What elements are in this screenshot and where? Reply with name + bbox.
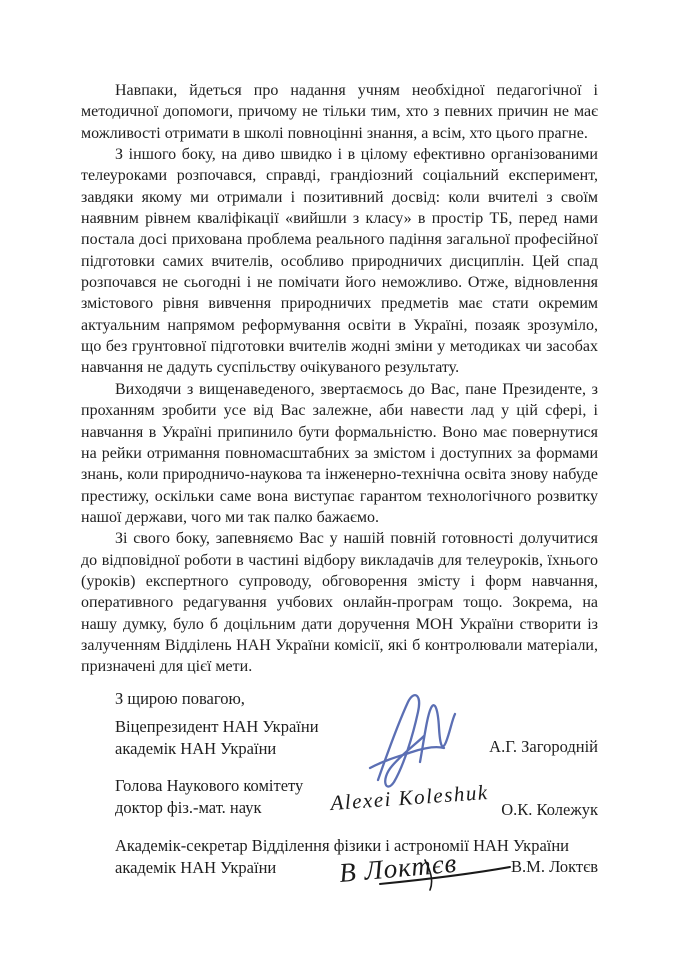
signatory-1-title xyxy=(115,716,319,760)
signatory-3-title-line-1: Академік-секретар Відділення фізики і астрономії НАН України xyxy=(115,836,570,855)
body-paragraph-1: Навпаки, йдеться про надання учням необхідної педагогічної і методичної допомоги, причому не тільки тим, хто з певних причин не має можливості отримати в школі повноцінні знання, а всім, хто цього прагне. xyxy=(81,82,598,142)
signatory-2-title-line-2: доктор фіз.-мат. наук xyxy=(115,798,262,817)
signatory-2-name: О.К. Колежук xyxy=(501,800,598,819)
signatory-3-name: В.М. Локтєв xyxy=(511,857,598,876)
signatory-1-title-line-2: академік НАН України xyxy=(115,739,277,758)
closing-salutation: З щирою повагою, xyxy=(115,689,245,708)
kolezhuk-signature-text: Alexei Koleshuk xyxy=(329,779,490,815)
signatory-1-title-line-1: Віцепрезидент НАН України xyxy=(115,717,319,736)
signatory-3-title-line-2: академік НАН України xyxy=(115,858,277,877)
body-paragraph-3: Виходячи з вищенаведеного, звертаємось до Вас, пане Президенте, з проханням зробити усе від Вас залежне, аби навести лад у цій сфері, і навчання в Україні припинило бути формальністю. Воно має повернутися на рейки отримання повномасштабних за змістом і доступних за формами знань, коли природничо-наукова та інженерно-технічна освіта знову набуде престижу, оскільки саме вона виступає гарантом технологічного розвитку нашої держави, чого ми так палко бажаємо. xyxy=(81,380,598,526)
body-paragraph-4: Зі свого боку, запевняємо Вас у нашій повній готовності долучитися до відповідної роботи в частині відбору викладачів для телеуроків, їхнього (уроків) експертного супроводу, обговорення змісту і форм навчання, оперативного редагування учбових онлайн-програм тощо. Зокрема, на нашу думку, було б доцільним дати доручення МОН України створити із залученням Відділень НАН України комісії, які б контролювали матеріали, призначені для цієї мети. xyxy=(81,530,598,676)
loktev-signature-text: В Локтєв xyxy=(337,847,459,888)
body-paragraph-2: З іншого боку, на диво швидко і в цілому ефективно організованими телеуроками розпочався, справді, грандіозний соціальний експеримент, завдяки якому ми отримали і позитивний досвід: коли вчителі з своїм наявним рівнем кваліфікації «вийшли з класу» в простір ТБ, перед нами постала досі прихована проблема реального падіння загальної професійної підготовки самих вчителів, особливо природничих дисциплін. Цей спад розпочався не сьогодні і не помічати його неможливо. Отже, відновлення змістового рівня вивчення природничих предметів має стати окремим актуальним напрямом реформування освіти в Україні, позаяк зрозуміло, що без грунтовної підготовки вчителів жодні зміни у методиках чи засобах навчання не дадуть суспільству очікуваного результату. xyxy=(81,146,598,377)
signatory-2-title-line-1: Голова Наукового комітету xyxy=(115,776,304,795)
letter-body xyxy=(81,80,598,678)
signatory-2-title xyxy=(115,775,303,819)
signatory-1-name: А.Г. Загородній xyxy=(489,737,598,756)
